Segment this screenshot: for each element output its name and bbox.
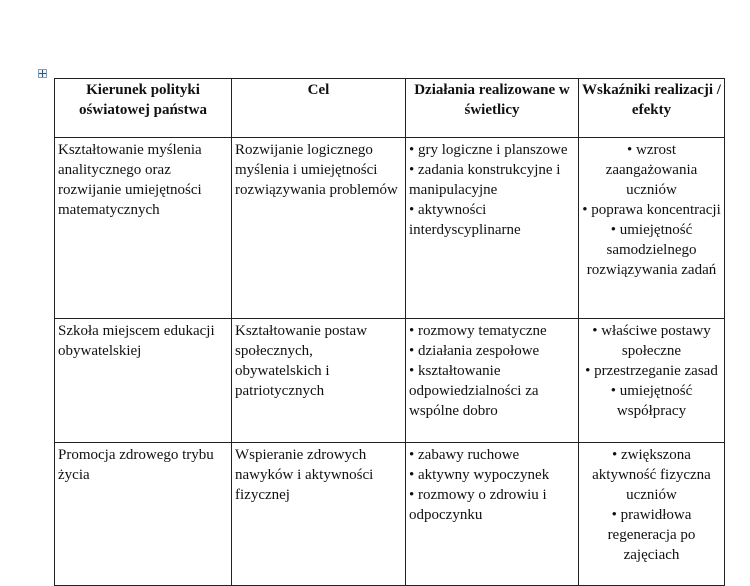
- header-direction: Kierunek polityki oświatowej państwa: [55, 79, 232, 138]
- indicator-item: • umiejętność współpracy: [610, 383, 693, 419]
- indicator-item: • umiejętność samodzielnego rozwiązywania zadań: [586, 222, 717, 278]
- action-item: • zabawy ruchowe: [409, 447, 520, 463]
- indicator-item: • właściwe postawy społeczne: [592, 323, 711, 359]
- indicator-item: • poprawa koncentracji: [582, 202, 721, 218]
- action-item: • rozmowy tematyczne: [409, 323, 547, 339]
- action-item: • gry logiczne i planszowe: [409, 142, 568, 158]
- indicator-item: • prawidłowa regeneracja po zajęciach: [607, 507, 696, 563]
- move-arrows-icon: [39, 70, 46, 77]
- cell-direction: Kształtowanie myślenia analitycznego oraz rozwijanie umiejętności matematycznych: [55, 138, 232, 319]
- table-header-row: [55, 79, 725, 138]
- header-indicators: Wskaźniki realizacji / efekty: [579, 79, 725, 138]
- policy-table: [54, 78, 725, 586]
- cell-indicators: [579, 319, 725, 443]
- indicator-item: • wzrost zaangażowania uczniów: [605, 142, 698, 198]
- cell-actions: [406, 443, 579, 586]
- indicator-item: • zwiększona aktywność fizyczna uczniów: [592, 447, 711, 503]
- cell-direction: Promocja zdrowego trybu życia: [55, 443, 232, 586]
- cell-goal: Kształtowanie postaw społecznych, obywatelskich i patriotycznych: [232, 319, 406, 443]
- action-item: • aktywności interdyscyplinarne: [409, 202, 521, 238]
- table-row: [55, 443, 725, 586]
- header-goal: Cel: [232, 79, 406, 138]
- cell-actions: [406, 319, 579, 443]
- cell-indicators: [579, 443, 725, 586]
- cell-indicators: [579, 138, 725, 319]
- cell-actions: [406, 138, 579, 319]
- table-row: [55, 319, 725, 443]
- action-item: • aktywny wypoczynek: [409, 467, 550, 483]
- indicator-item: • przestrzeganie zasad: [585, 363, 718, 379]
- table-row: [55, 138, 725, 319]
- header-actions: Działania realizowane w świetlicy: [406, 79, 579, 138]
- action-item: • zadania konstrukcyjne i manipulacyjne: [409, 162, 561, 198]
- action-item: • działania zespołowe: [409, 343, 540, 359]
- cell-direction: Szkoła miejscem edukacji obywatelskiej: [55, 319, 232, 443]
- cell-goal: Rozwijanie logicznego myślenia i umiejętności rozwiązywania problemów: [232, 138, 406, 319]
- cell-goal: Wspieranie zdrowych nawyków i aktywności fizycznej: [232, 443, 406, 586]
- action-item: • rozmowy o zdrowiu i odpoczynku: [409, 487, 547, 523]
- table-move-handle[interactable]: [38, 69, 47, 78]
- action-item: • kształtowanie odpowiedzialności za wspólne dobro: [409, 363, 539, 419]
